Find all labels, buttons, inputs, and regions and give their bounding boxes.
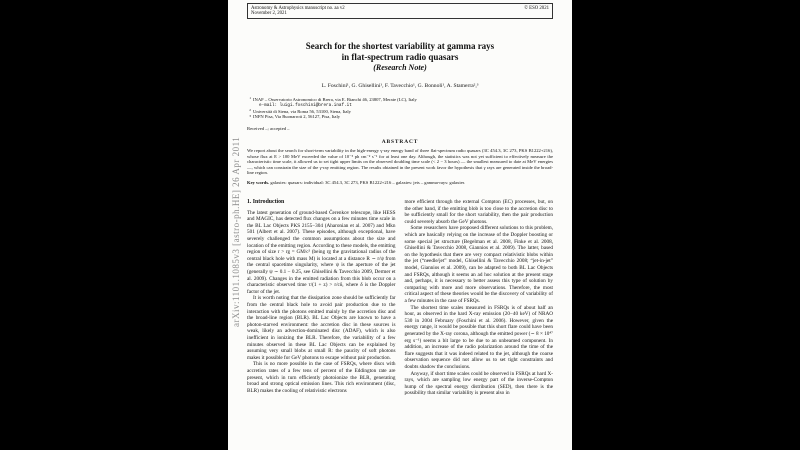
author-email: e-mail: luigi.foschini@brera.inaf.it <box>259 103 352 109</box>
affiliation-list <box>247 97 553 120</box>
affiliation-text: Università di Siena, via Roma 56, 53100, Siena, Italy <box>253 108 351 114</box>
left-column <box>247 199 396 397</box>
affiliation-text: INFN Pisa, Via Buonarroti 2, 56127, Pisa, Italy <box>253 114 341 120</box>
section-heading: 1. Introduction <box>247 199 285 206</box>
authors-line: L. Foschini¹, G. Ghisellini¹, F. Tavecchio¹, G. Bonnoli¹, A. Stamerra²,³ <box>321 82 479 89</box>
affiliation-item <box>247 114 553 120</box>
title-line-1: Search for the shortest variability at gamma rays <box>305 41 495 52</box>
received-accepted-line: Received –; accepted – <box>247 126 290 132</box>
body-columns <box>247 199 553 397</box>
research-note-label: (Research Note) <box>373 63 427 73</box>
keywords-label: Key words. <box>247 179 270 185</box>
arxiv-watermark: arXiv:1101.1085v3 [astro-ph.HE] 26 Apr 2011 <box>231 136 241 327</box>
copyright-notice: © ESO 2021 <box>524 5 549 11</box>
manuscript-name: Astronomy & Astrophysics manuscript no. aa v2 <box>251 5 345 11</box>
affiliation-number: 2 <box>249 108 251 113</box>
body-paragraph: Anyway, if short time scales could be observed in FSRQs at hard X-rays, which are sampling low energy part of the inverse-Compton hump of the spectral energy distribution (SED), then there is the possibility that similar variability is present also in <box>404 370 553 397</box>
abstract-heading: ABSTRACT <box>381 139 419 146</box>
body-paragraph: more efficient through the external Compton (EC) processes, but, on the other hand, if the emitting blob is too close to the accretion disc to be sufficiently small for the short variability, then the pair production could severely absorb the GeV photons. <box>404 199 553 225</box>
affiliation-item <box>247 97 553 109</box>
manuscript-date: November 2, 2021 <box>251 11 287 17</box>
right-column <box>405 199 554 397</box>
keywords-text: galaxies: quasars: individual: 3C 454.3, 3C 273, PKS B1222+216 – galaxies: jets – gamma-rays: galaxies <box>270 179 465 185</box>
body-paragraph: Some researchers have proposed different solutions to this problem, which are basically relying on the increase of the Doppler boosting or some special jet structure (Begelman et al. 2008, Finke et al. 2008, Ghisellini & Tavecchio 2008, Giannios et al. 2009). The latter, based on the hypothesis that there are very compact relativistic blobs within the jet (“needle/jet” model, Ghisellini & Tavecchio 2008; “jet-in-jet” model, Giannios et al. 2009), can be adapted to both BL Lac Objects and FSRQs, although it seems an ad hoc solution at the present stage and, perhaps, it is necessary to better assess this type of solution by comparing with more and more observations. Therefore, the most critical aspect of these theories would be the discovery of variability of a few minutes in the case of FSRQs. <box>404 225 553 304</box>
paper-title <box>247 41 553 74</box>
paper-page <box>228 0 572 450</box>
body-paragraph: The shortest time scales measured in FSRQs is of about half an hour, as observed in the hard X-ray emission (20−40 keV) of NRAO 530 in 2004 February (Foschini et al. 2006). However, given the energy range, it would be possible that this short flare could have been generated by the X-ray corona, although the emitted power (∼ 8 × 10⁴⁷ erg s⁻¹) seems a bit large to be due to an unbeamed component. In addition, an increase of the radio polarization around the time of the flare suggests that it was indeed related to the jet, although the coarse observation sequence did not allow us to set tight constraints and doubts shadow the conclusions. <box>404 304 553 370</box>
title-line-2: in flat-spectrum radio quasars <box>341 51 459 62</box>
affiliation-number: 1 <box>249 96 251 101</box>
manuscript-header-box <box>247 3 553 19</box>
body-paragraph: This is no more possible in the case of FSRQs, where discs with accretion rates of a few tens of percent of the Eddington rate are present, which in turn efficiently photoionize the BLR, generating broad and strong optical emission lines. This rich environment (disc, BLR) makes the cooling of relativistic electrons <box>247 361 396 394</box>
affiliation-text: INAF – Osservatorio Astronomico di Brera, via E. Bianchi 46, 23807, Merate (LC), Italy e-mail: luigi.foschini@brera.inaf.it <box>253 96 417 109</box>
manuscript-header-left <box>251 6 345 17</box>
body-paragraph: It is worth noting that the dissipation zone should be sufficiently far from the central black hole to avoid pair production due to the interaction with the photons emitted mainly by the accretion disc and the broad-line region (BLR). BL Lac Objects are known to have a photon-starved environment: the accretion disc in these sources is weak, likely an advection-dominated disc (ADAF), which is also inefficient in ionizing the BLR. Therefore, the variability of a few minutes observed in these BL Lac Objects can be explained by assuming very small blobs at small R: the paucity of soft photons makes it possible for GeV photons to escape without pair production. <box>247 295 396 361</box>
affiliation-number: 3 <box>249 113 251 118</box>
abstract-text: We report about the search for short-term variability in the high-energy γ-ray energy band of three flat-spectrum radio quasars (3C 454.3, 3C 273, PKS B1222+216), whose flux at E > 100 MeV exceeded the value of 10⁻⁵ ph cm⁻² s⁻¹ for at least one day. Although, the statistics was not yet sufficient to effectively measure the characteristic time scale, it allowed us to set tight upper limits on the observed doubling time scale (< 2 − 3 hours) — the smallest measured to date at MeV energies —, which can constrain the size of the γ-ray emitting region. The results obtained in the present work favor the hypothesis that γ rays are generated inside the broad-line region. <box>247 148 553 176</box>
keywords-line <box>247 180 553 186</box>
body-paragraph: The latest generation of ground-based Čerenkov telescope, like HESS and MAGIC, has detected flux changes on a few minutes time scale in the BL Lac Objects PKS 2155−304 (Aharonian et al. 2007) and Mkn 501 (Albert et al. 2007). These episodes, although exceptional, have severely challenged the common assumptions about the size and location of the emitting region. According to these models, the emitting region of size r > rg = GM/c² (being rg the gravitational radius of the central black hole with mass M) is located at a distance R ∼ r/ψ from the central spacetime singularity, where ψ is the aperture of the jet (generally ψ ∼ 0.1 − 0.25, see Ghisellini & Tavecchio 2009, Dermer et al. 2009). Changes in the emitted radiation from this blob occur on a characteristic observed time τ/(1 + z) > r/cδ, where δ is the Doppler factor of the jet. <box>247 209 396 295</box>
